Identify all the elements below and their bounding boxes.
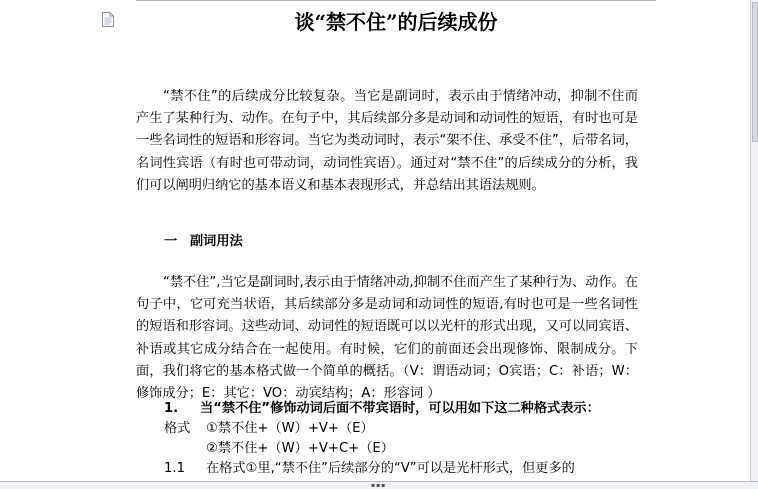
vertical-scroll-thumb[interactable] bbox=[752, 2, 758, 142]
section-heading-text: 副词用法 bbox=[190, 234, 243, 249]
formula-line-1[interactable] bbox=[164, 419, 374, 439]
section-heading[interactable] bbox=[164, 232, 243, 252]
section-body-paragraph[interactable]: “禁不住”,当它是副词时,表示由于情绪冲动,抑制不住而产生了某种行为、动作。在句子中，它可充当状语，其后续部分多是动词和动词性的短语,有时也可是一些名词性的短语和形容词。这些动词、动词性的短语既可以以光杆的形式出现，又可以同宾语、补语或其它成分结合在一起使用。有时候，它们的前面还会出现修饰、限制成分。下面，我们将它的基本格式做一个简单的概括。（V：谓语动词；O宾语；C：补语；W：修饰成分；E：其它：VO：动宾结构；A：形容词 ） bbox=[136, 275, 638, 402]
horizontal-scrollbar[interactable] bbox=[0, 481, 758, 489]
subsection-heading[interactable] bbox=[164, 398, 600, 420]
subsection-number: 1. bbox=[164, 401, 179, 416]
subsection-1-1-number: 1.1 bbox=[164, 461, 185, 476]
scroll-grip-icon[interactable]: ▪▪▪ bbox=[371, 482, 387, 489]
formula-line-2[interactable]: ②禁不住+（W）+V+C+（E） bbox=[206, 441, 394, 456]
intro-paragraph[interactable]: “禁不住”的后续成分比较复杂。当它是副词时，表示由于情绪冲动，抑制不住而产生了某种行为、动作。在句子中，其后续部分多是动词和动词性的短语，有时也可是一些名词性的短语和形容词。当它为类动词时，表示“架不住、承受不住”，后带名词，名词性宾语（有时也可带动词，动词性宾语）。通过对“禁不住”的后续成分的分析，我们可以阐明归纳它的基本语义和基本表现形式，并总结出其语法规则。 bbox=[136, 89, 638, 193]
formula-label: 格式 bbox=[164, 421, 191, 436]
page-top-border bbox=[136, 0, 656, 1]
formula-1: ①禁不住+（W）+V+（E） bbox=[206, 421, 374, 436]
subsection-heading-text: 当“禁不住”修饰动词后面不带宾语时，可以用如下这二种格式表示： bbox=[200, 401, 600, 416]
vertical-scrollbar[interactable] bbox=[750, 0, 758, 481]
subsection-1-1-line[interactable] bbox=[164, 459, 575, 479]
document-icon bbox=[102, 12, 114, 27]
section-number: 一 bbox=[164, 234, 178, 249]
document-title: 谈“禁不住”的后续成份 bbox=[294, 10, 498, 34]
subsection-1-1-text: 在格式①里,“禁不住”后续部分的“V”可以是光杆形式，但更多的 bbox=[206, 461, 575, 476]
